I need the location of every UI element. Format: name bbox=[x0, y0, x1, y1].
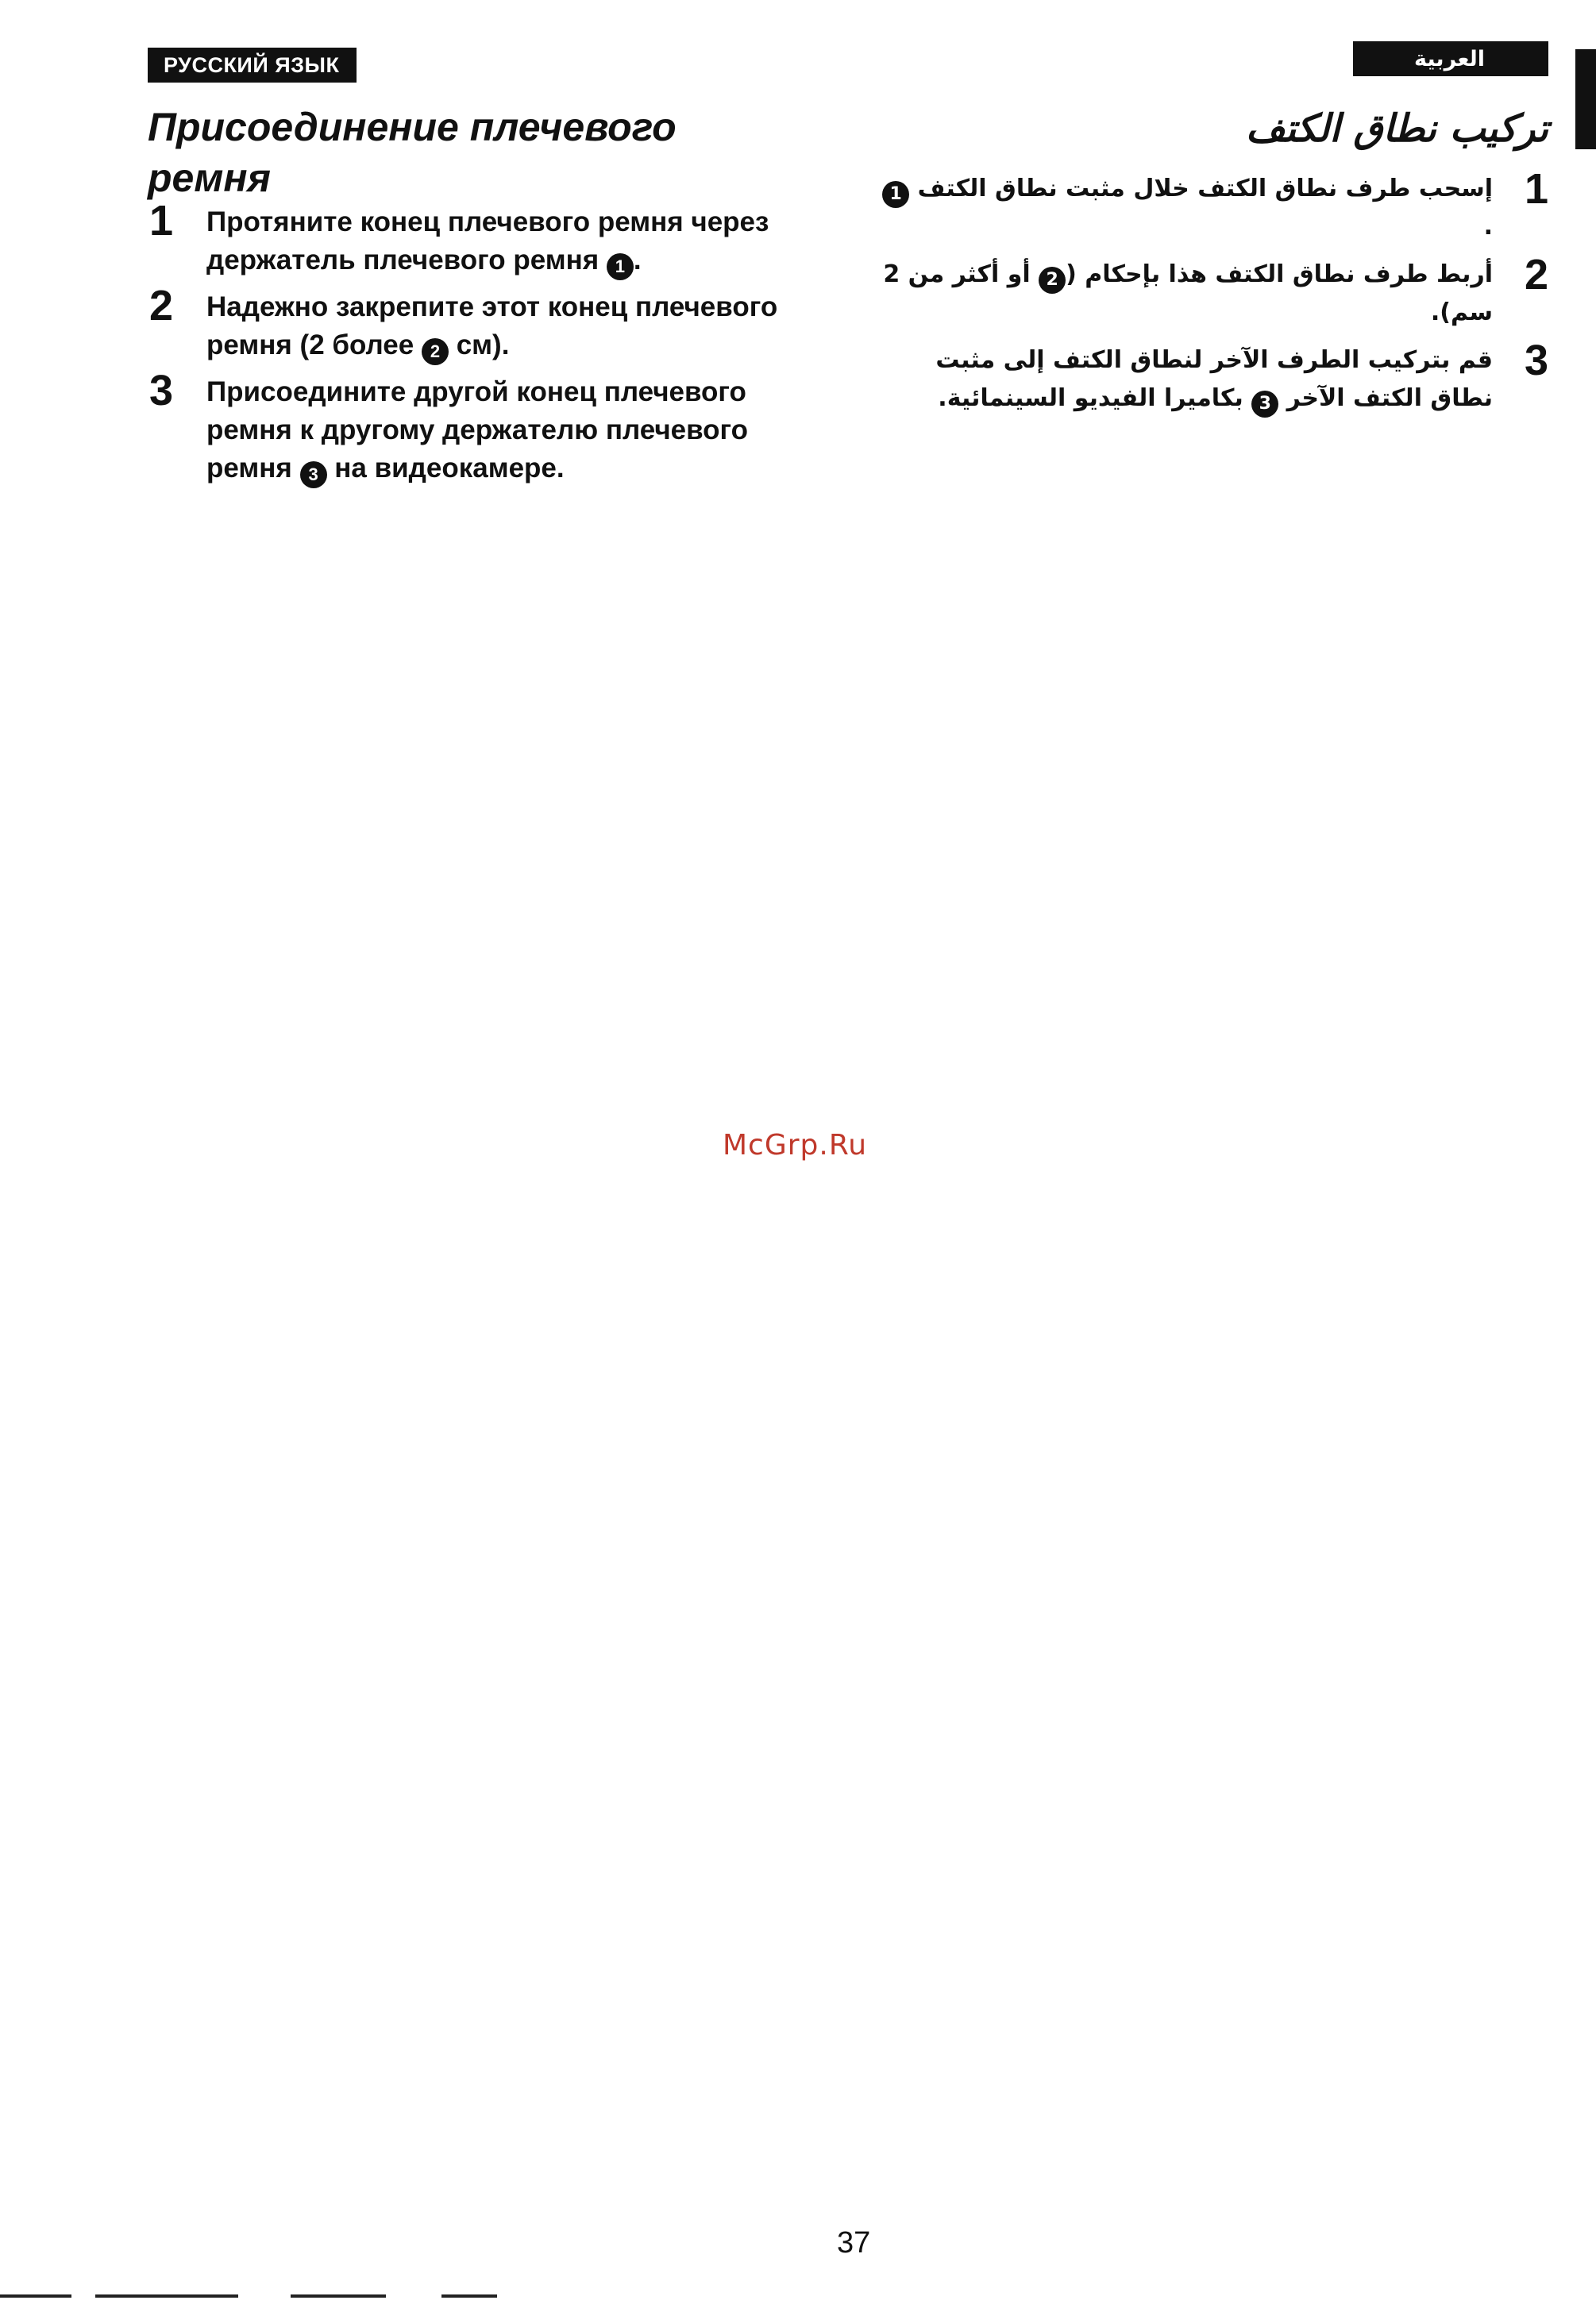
page-number: 37 bbox=[837, 2226, 871, 2260]
arabic-step-1 bbox=[873, 165, 1548, 246]
step-text-end: أو أكثر من 2 سم). bbox=[883, 260, 1493, 326]
lang-tab-russian bbox=[148, 48, 357, 83]
step-text-end: см). bbox=[448, 329, 510, 360]
circled-number-icon: 2 bbox=[1039, 267, 1066, 294]
footer-rule bbox=[95, 2294, 238, 2298]
russian-title: Присоединение плечевого ремня bbox=[148, 105, 677, 200]
arabic-steps bbox=[873, 165, 1548, 418]
footer-rule bbox=[0, 2294, 71, 2298]
arabic-step-3 bbox=[873, 337, 1548, 418]
russian-steps bbox=[148, 197, 783, 488]
arabic-section bbox=[873, 102, 1548, 427]
russian-section bbox=[148, 102, 783, 496]
step-text: Протяните конец плечевого ремня через держатель плечевого ремня bbox=[206, 206, 769, 275]
step-text: قم بتركيب الطرف الآخر لنطاق الكتف إلى مثبت نطاق الكتف الآخر bbox=[935, 346, 1493, 412]
circled-number-icon: 3 bbox=[300, 461, 327, 488]
circled-number-icon: 1 bbox=[607, 253, 634, 280]
footer-rule bbox=[441, 2294, 497, 2298]
step-text-end: на видеокамере. bbox=[326, 453, 565, 484]
step-text-end: . bbox=[1483, 213, 1493, 241]
step-number: 3 bbox=[1524, 337, 1548, 384]
step-number: 3 bbox=[149, 367, 174, 414]
circled-number-icon: 2 bbox=[422, 338, 449, 365]
russian-step-1 bbox=[148, 197, 783, 280]
lang-tab-arabic bbox=[1353, 41, 1548, 76]
step-number: 2 bbox=[149, 282, 174, 329]
russian-step-3 bbox=[148, 367, 783, 488]
page-edge-marker bbox=[1575, 49, 1596, 149]
step-text-end: . bbox=[633, 245, 642, 275]
step-text-end: بكاميرا الفيديو السينمائية. bbox=[938, 384, 1252, 412]
watermark: McGrp.Ru bbox=[723, 1129, 868, 1162]
circled-number-icon: 1 bbox=[882, 181, 909, 208]
step-number: 2 bbox=[1524, 251, 1548, 299]
step-number: 1 bbox=[149, 197, 174, 245]
arabic-step-2 bbox=[873, 251, 1548, 332]
lang-tab-russian-label: РУССКИЙ ЯЗЫК bbox=[164, 53, 340, 77]
footer-rule bbox=[291, 2294, 386, 2298]
step-text: إسحب طرف نطاق الكتف خلال مثبت نطاق الكتف bbox=[909, 175, 1493, 202]
russian-step-2 bbox=[148, 282, 783, 365]
step-number: 1 bbox=[1524, 165, 1548, 213]
arabic-title: تركيب نطاق الكتف bbox=[1246, 106, 1548, 151]
lang-tab-arabic-label: العربية bbox=[1414, 47, 1485, 71]
circled-number-icon: 3 bbox=[1251, 391, 1278, 418]
step-text: أربط طرف نطاق الكتف هذا بإحكام ( bbox=[1066, 260, 1493, 288]
step-text: Надежно закрепите этот конец плечевого ремня (2 более bbox=[206, 291, 778, 360]
step-text: Присоедините другой конец плечевого ремня к другому держателю плечевого ремня bbox=[206, 376, 749, 484]
